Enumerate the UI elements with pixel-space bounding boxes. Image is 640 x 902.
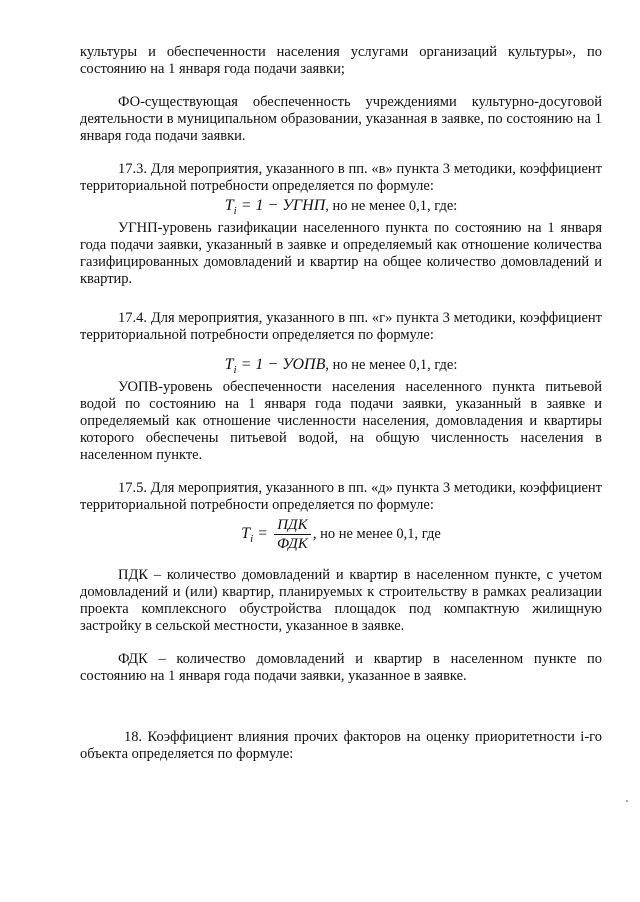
formula-tail: , но не менее 0,1, где:	[325, 357, 458, 374]
paragraph-17-4: 17.4. Для мероприятия, указанного в пп. «г» пункта 3 методики, коэффициент территориальной потребности определяется по формуле:	[80, 310, 602, 344]
fraction-numerator: ПДК	[274, 516, 311, 535]
scan-speck	[626, 800, 628, 802]
formula-fraction	[274, 516, 311, 553]
paragraph-culture-continuation: культуры и обеспеченности населения услугами организаций культуры», по состоянию на 1 января года подачи заявки;	[80, 44, 602, 77]
paragraph-ugnp-definition: УГНП-уровень газификации населенного пункта по состоянию на 1 января года подачи заявки, указанный в заявке и определяемый как отношение количества газифицированных домовладений и квартир на общее количество домовладений и квартир.	[80, 220, 602, 288]
formula-lhs: T	[224, 197, 234, 214]
formula-17-5	[80, 516, 602, 553]
formula-subscript: i	[250, 533, 254, 546]
paragraph-18: 18. Коэффициент влияния прочих факторов на оценку приоритетности i-го объекта определяется по формуле:	[80, 729, 602, 763]
paragraph-pdk-definition: ПДК – количество домовладений и квартир в населенном пункте, с учетом домовладений и (или) квартир, планируемых к строительству в рамках реализации проекта комплексного обустройства площадок под компактную жилищную застройку в сельской местности, указанное в заявке.	[80, 567, 602, 635]
formula-tail: , но не менее 0,1, где	[312, 526, 441, 543]
paragraph-fo-definition: ФО-существующая обеспеченность учреждениями культурно-досуговой деятельности в муниципальном образовании, указанная в заявке, по состоянию на 1 января года подачи заявки.	[80, 94, 602, 144]
formula-lhs: T	[241, 525, 251, 543]
paragraph-17-3: 17.3. Для мероприятия, указанного в пп. «в» пункта 3 методики, коэффициент территориальной потребности определяется по формуле:	[80, 161, 602, 194]
paragraph-fdk-definition: ФДК – количество домовладений и квартир в населенном пункте по состоянию на 1 января года подачи заявки, указанное в заявке.	[80, 651, 602, 685]
formula-17-4	[80, 356, 602, 379]
formula-subscript: i	[233, 364, 237, 377]
formula-tail: , но не менее 0,1, где:	[325, 198, 458, 214]
formula-eq: =	[253, 525, 272, 543]
formula-rhs: = 1 − УГНП	[236, 197, 326, 214]
fraction-denominator: ФДК	[276, 536, 308, 553]
paragraph-uopv-definition: УОПВ-уровень обеспеченности населения населенного пункта питьевой водой по состоянию на 1 января года подачи заявки, указанный в заявке и определяемый как отношение численности населения, домовладения и квартиры которого обеспечены питьевой водой, на общую численность населения в населенном пункте.	[80, 379, 602, 464]
formula-17-3	[80, 197, 602, 220]
formula-rhs: = 1 − УОПВ	[236, 356, 326, 374]
formula-lhs: T	[224, 356, 234, 374]
document-page	[80, 44, 602, 763]
formula-subscript: i	[233, 205, 237, 218]
paragraph-17-5: 17.5. Для мероприятия, указанного в пп. «д» пункта 3 методики, коэффициент территориальной потребности определяется по формуле:	[80, 480, 602, 514]
